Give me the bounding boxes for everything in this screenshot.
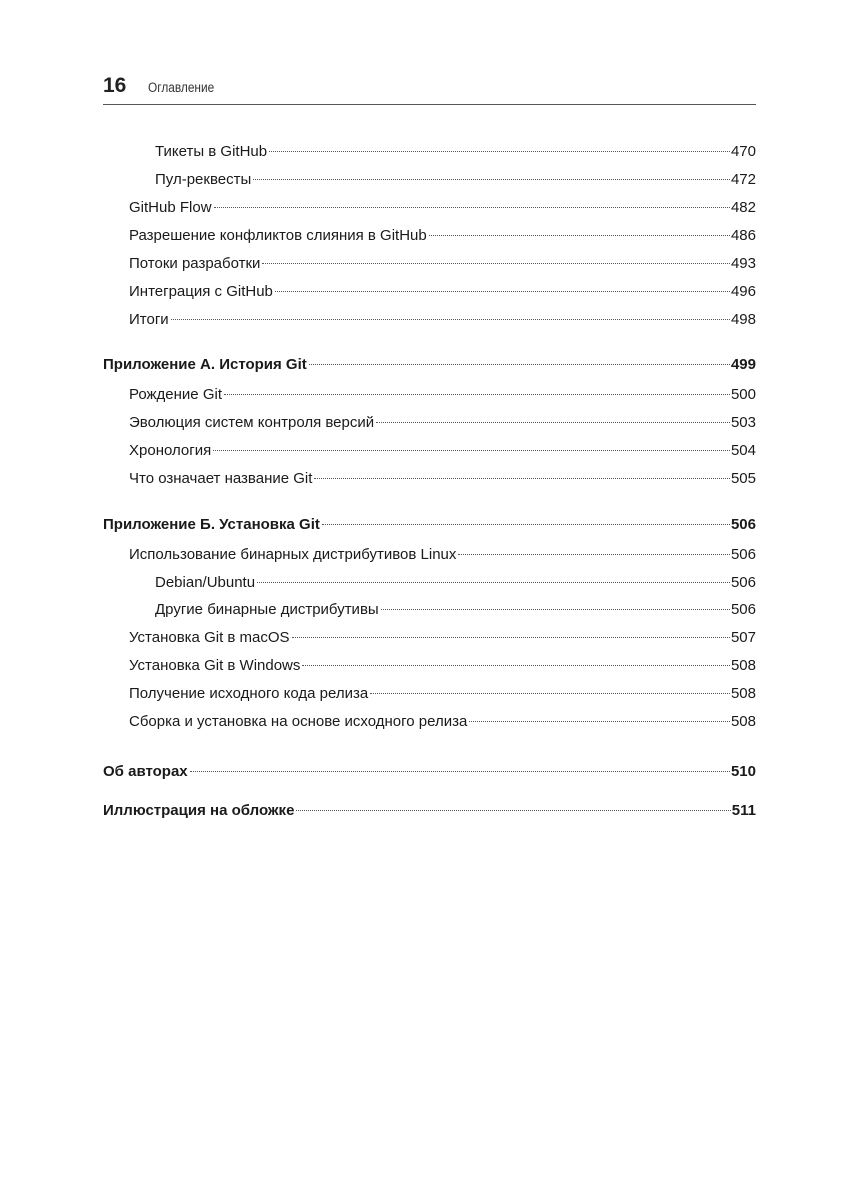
dot-leader: [469, 721, 730, 722]
dot-leader: [262, 263, 730, 264]
toc-entry-title: Тикеты в GitHub: [155, 143, 268, 160]
toc-entry-page-number: 510: [730, 763, 756, 780]
toc-entry[interactable]: [129, 311, 756, 329]
toc-entry-title: Приложение А. История Git: [103, 356, 307, 373]
toc-entry[interactable]: [129, 713, 756, 731]
toc-entry-page-number: 493: [730, 255, 756, 272]
toc-entry-title: Что означает название Git: [129, 470, 313, 487]
toc-entry-page-number: 508: [730, 657, 756, 674]
dot-leader: [309, 364, 730, 365]
toc-entry-title: Об авторах: [103, 763, 188, 780]
toc-entry-page-number: 472: [730, 171, 756, 188]
toc-entry[interactable]: [103, 763, 756, 781]
dot-leader: [370, 693, 730, 694]
toc-entry-page-number: 470: [730, 143, 756, 160]
dot-leader: [171, 319, 730, 320]
toc-entry[interactable]: [129, 386, 756, 404]
toc-entry[interactable]: [129, 255, 756, 273]
toc-entry[interactable]: [129, 283, 756, 301]
toc-entry-page-number: 486: [730, 227, 756, 244]
toc-entry-page-number: 498: [730, 311, 756, 328]
dot-leader: [302, 665, 730, 666]
dot-leader: [190, 771, 730, 772]
dot-leader: [253, 179, 730, 180]
dot-leader: [224, 394, 730, 395]
dot-leader: [296, 810, 730, 811]
toc-entry-page-number: 505: [730, 470, 756, 487]
toc-entry-page-number: 507: [730, 629, 756, 646]
toc-entry-page-number: 500: [730, 386, 756, 403]
dot-leader: [381, 609, 730, 610]
dot-leader: [213, 450, 730, 451]
toc-entry[interactable]: [103, 516, 756, 534]
dot-leader: [275, 291, 730, 292]
dot-leader: [322, 524, 730, 525]
toc-entry-title: Интеграция с GitHub: [129, 283, 273, 300]
toc-entry-title: Пул-реквесты: [155, 171, 252, 188]
toc-entry-title: Эволюция систем контроля версий: [129, 414, 375, 431]
toc-entry[interactable]: [129, 657, 756, 675]
toc-entry[interactable]: [103, 802, 756, 820]
dot-leader: [214, 207, 730, 208]
toc-entry[interactable]: [155, 601, 756, 619]
toc-entry[interactable]: [155, 574, 756, 592]
dot-leader: [257, 582, 730, 583]
toc-entry-title: Установка Git в Windows: [129, 657, 301, 674]
toc-entry-title: Иллюстрация на обложке: [103, 802, 295, 819]
toc-entry-page-number: 508: [730, 685, 756, 702]
dot-leader: [314, 478, 730, 479]
dot-leader: [269, 151, 730, 152]
toc-entry[interactable]: [129, 414, 756, 432]
toc-entry-title: Итоги: [129, 311, 169, 328]
toc-entry-title: Хронология: [129, 442, 212, 459]
toc-entry-title: Получение исходного кода релиза: [129, 685, 369, 702]
page-number: 16: [103, 74, 127, 97]
toc-entry-title: Debian/Ubuntu: [155, 574, 256, 591]
toc-entry-title: Другие бинарные дистрибутивы: [155, 601, 379, 618]
dot-leader: [429, 235, 730, 236]
toc-entry-page-number: 503: [730, 414, 756, 431]
toc-entry[interactable]: [129, 199, 756, 217]
toc-entry[interactable]: [155, 143, 756, 161]
toc-entry[interactable]: [155, 171, 756, 189]
toc-entry[interactable]: [129, 629, 756, 647]
toc-entry[interactable]: [129, 685, 756, 703]
toc-entry[interactable]: [129, 442, 756, 460]
toc-entry-title: GitHub Flow: [129, 199, 212, 216]
toc-entry-page-number: 506: [730, 546, 756, 563]
toc-entry-title: Рождение Git: [129, 386, 222, 403]
toc-entry-page-number: 504: [730, 442, 756, 459]
toc-entry-title: Потоки разработки: [129, 255, 261, 272]
running-title: Оглавление: [148, 80, 215, 95]
toc-entry-title: Разрешение конфликтов слияния в GitHub: [129, 227, 427, 244]
toc-entry-page-number: 508: [730, 713, 756, 730]
toc-entry-page-number: 496: [730, 283, 756, 300]
dot-leader: [376, 422, 730, 423]
toc-entry-page-number: 482: [730, 199, 756, 216]
toc-entry-title: Установка Git в macOS: [129, 629, 290, 646]
toc-entry-page-number: 506: [730, 574, 756, 591]
toc-entry-title: Приложение Б. Установка Git: [103, 516, 320, 533]
toc-entry-page-number: 511: [731, 802, 756, 819]
toc-entry[interactable]: [129, 546, 756, 564]
toc-entry[interactable]: [129, 470, 756, 488]
toc-entry[interactable]: [103, 356, 756, 374]
dot-leader: [292, 637, 730, 638]
toc-entry-title: Использование бинарных дистрибутивов Linux: [129, 546, 457, 563]
toc-entry-title: Сборка и установка на основе исходного релиза: [129, 713, 468, 730]
toc-entry-page-number: 499: [730, 356, 756, 373]
toc-entry-page-number: 506: [730, 601, 756, 618]
toc-entry[interactable]: [129, 227, 756, 245]
toc-entry-page-number: 506: [730, 516, 756, 533]
dot-leader: [458, 554, 730, 555]
